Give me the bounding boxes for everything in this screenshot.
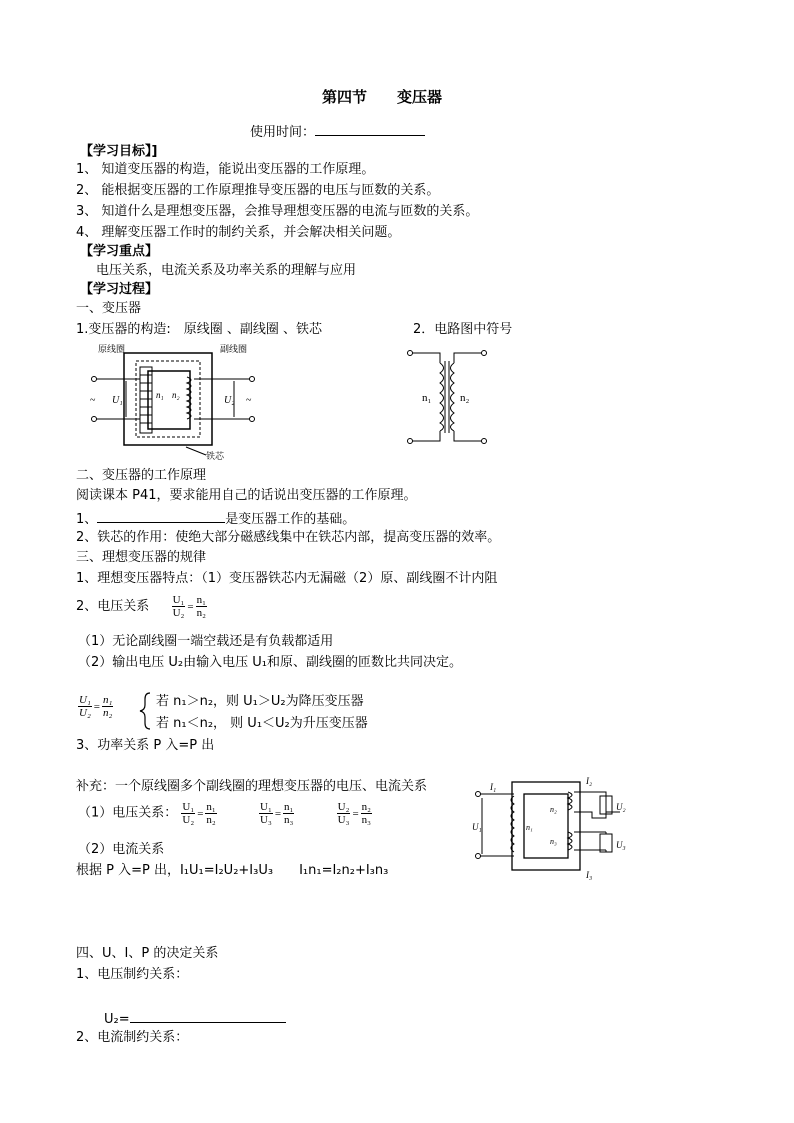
note-1: （1）无论副线圈一端空载还是有负载都适用 (78, 634, 334, 649)
page-title: 第四节 变压器 (322, 88, 443, 106)
frac-num: U₁ (79, 694, 91, 706)
n1-label: n₁ (156, 390, 164, 400)
voltage-relation (76, 594, 207, 619)
goal-item: 4、 理解变压器工作时的制约关系，并会解决相关问题。 (76, 225, 401, 240)
v-rel-label: （1）电压关系： (78, 805, 178, 821)
voltage-label: 2、电压关系 (76, 599, 150, 614)
current-relation: 根据 P 入=P 出，I₁U₁=I₂U₂+I₃U₃ I₁n₁=I₂n₂+I₃n₃ (76, 863, 389, 878)
section4-heading: 四、U、I、P 的决定关系 (76, 946, 219, 961)
fig3-i1: I₁ (490, 782, 497, 792)
process-heading: 【学习过程】 (80, 282, 159, 297)
ratio-formula (78, 694, 113, 719)
equals-sign: = (352, 807, 359, 820)
supplement-text: 补充：一个原线圈多个副线圈的理想变压器的电压、电流关系 (76, 779, 428, 794)
transformer-construction-figure (84, 341, 264, 461)
note-2: （2）输出电压 U₂由输入电压 U₁和原、副线圈的匝数比共同决定。 (78, 655, 462, 670)
brace-icon (138, 691, 152, 731)
principle-item-1 (76, 509, 355, 528)
frac-num: U₂ (337, 801, 350, 813)
frac-den: n₂ (206, 814, 216, 826)
construction-text: 1.变压器的构造: 原线圈 、副线圈 、铁芯 (76, 322, 323, 337)
frac-num: U₁ (260, 801, 272, 813)
key-text: 电压关系，电流关系及功率关系的理解与应用 (96, 263, 357, 278)
goal-item: 1、 知道变压器的构造，能说出变压器的工作原理。 (76, 162, 375, 177)
frac-num: n₁ (284, 801, 294, 813)
time-label: 使用时间： (250, 125, 316, 140)
frac-den: U₃ (260, 814, 272, 826)
ac-source-left: ~ (90, 395, 96, 406)
section4-item-1: 1、电压制约关系： (76, 967, 189, 982)
power-relation: 3、功率关系 P 入=P 出 (76, 738, 215, 753)
frac-num: n₁ (196, 594, 206, 606)
section3-heading: 三、理想变压器的规律 (76, 550, 207, 565)
frac-num: n₂ (361, 801, 372, 813)
section4-item-2: 2、电流制约关系： (76, 1030, 189, 1045)
key-heading: 【学习重点】 (80, 244, 159, 259)
frac-num: n₁ (103, 694, 113, 706)
case-step-up: 若 n₁＜n₂， 则 U₁＜U₂为升压变压器 (156, 716, 368, 731)
n2-label: n₂ (172, 390, 180, 400)
frac-den: n₃ (361, 814, 372, 826)
core-label: 铁芯 (206, 451, 225, 461)
fig3-i3: I₃ (586, 870, 593, 880)
features-text: 1、理想变压器特点：（1）变压器铁芯内无漏磁（2）原、副线圈不计内阻 (76, 571, 498, 586)
frac-den: U₂ (172, 607, 185, 619)
frac-den: n₂ (103, 707, 113, 719)
fig3-u2: U₂ (616, 802, 626, 812)
u2-field (104, 1009, 286, 1028)
item1-prefix: 1、 (76, 512, 98, 527)
fig3-n2: n₂ (550, 805, 557, 814)
time-field (250, 122, 425, 141)
frac-den: U₂ (182, 814, 195, 826)
equals-sign: = (187, 600, 194, 613)
u1-label: U₁ (112, 395, 123, 406)
ac-source-right: ~ (246, 395, 252, 406)
frac-num: U₁ (182, 801, 195, 813)
item1-blank (97, 509, 225, 523)
equals-sign: = (93, 700, 100, 713)
time-blank (315, 122, 425, 136)
transformer-symbol-figure (404, 347, 494, 447)
symbol-text: 2．电路图中符号 (413, 322, 513, 337)
frac-num: n₁ (206, 801, 216, 813)
multi-coil-transformer-figure (470, 772, 640, 882)
u2-blank (130, 1009, 286, 1023)
goals-heading: 【学习目标】] (80, 144, 158, 159)
frac-num: U₁ (172, 594, 185, 606)
u2-label: U₂ (224, 395, 235, 406)
equals-sign: = (197, 807, 204, 820)
frac-den: U₃ (337, 814, 350, 826)
section1-heading: 一、变压器 (76, 301, 142, 316)
case-step-down: 若 n₁＞n₂，则 U₁＞U₂为降压变压器 (156, 694, 364, 709)
fig3-n1: n₁ (526, 823, 533, 832)
secondary-coil-label: 副线圈 (220, 344, 248, 354)
multi-voltage-relation (78, 801, 372, 826)
frac-den: U₂ (79, 707, 91, 719)
i-rel-label: （2）电流关系 (78, 842, 165, 857)
principle-item-2: 2、铁芯的作用：使绝大部分磁感线集中在铁芯内部，提高变压器的效率。 (76, 530, 501, 545)
read-text: 阅读课本 P41，要求能用自己的话说出变压器的工作原理。 (76, 488, 417, 503)
frac-den: n₃ (284, 814, 294, 826)
fig3-u1: U₁ (472, 822, 482, 832)
equals-sign: = (274, 807, 282, 820)
goal-item: 3、 知道什么是理想变压器，会推导理想变压器的电流与匝数的关系。 (76, 204, 479, 219)
section2-heading: 二、变压器的工作原理 (76, 468, 207, 483)
item1-suffix: 是变压器工作的基础。 (225, 512, 356, 527)
frac-den: n₂ (196, 607, 206, 619)
symbol-n1-label: n₁ (422, 392, 432, 404)
primary-coil-label: 原线圈 (98, 344, 126, 354)
symbol-n2-label: n₂ (460, 392, 470, 404)
fig3-n3: n₃ (550, 837, 557, 846)
fig3-u3: U₃ (616, 840, 626, 850)
goal-item: 2、 能根据变压器的工作原理推导变压器的电压与匝数的关系。 (76, 183, 440, 198)
u2-field-label: U₂= (104, 1012, 130, 1027)
fig3-i2: I₂ (586, 776, 593, 786)
